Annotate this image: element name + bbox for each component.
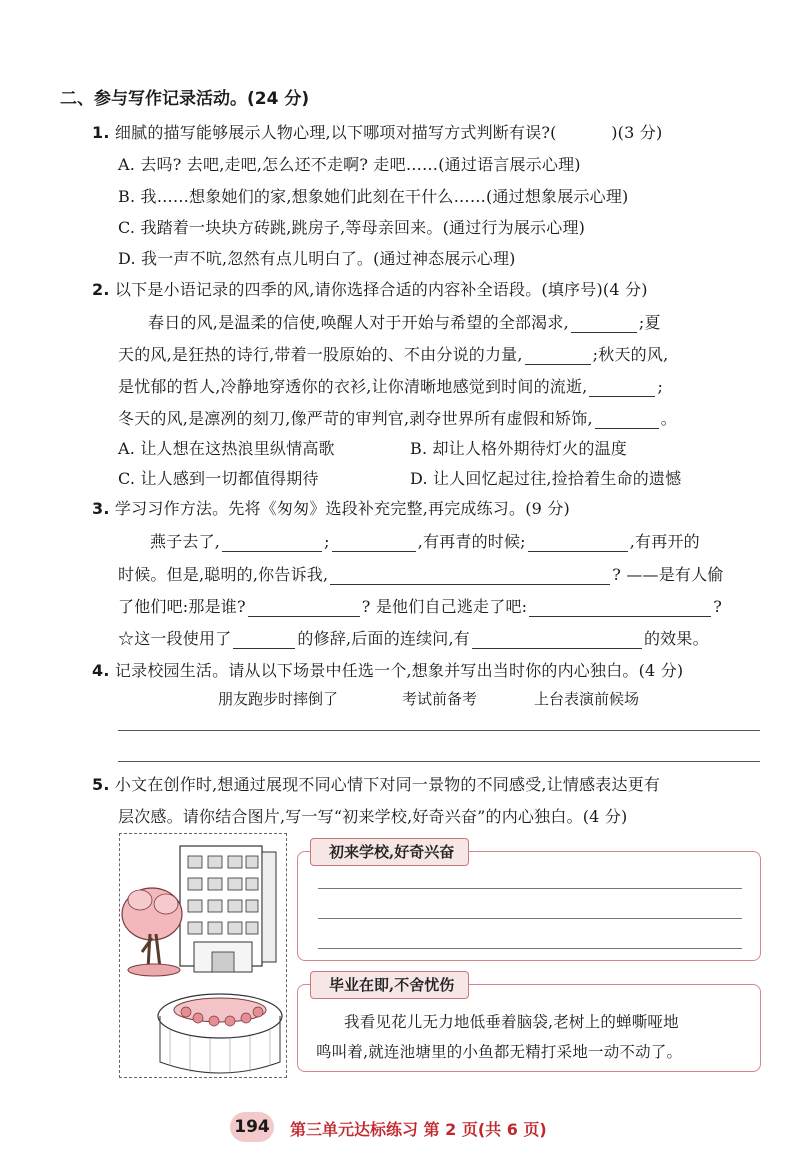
q1-option-d: D. 我一声不吭,忽然有点儿明白了。(通过神态展示心理): [118, 249, 516, 268]
q2-paragraph-line-1: [148, 310, 661, 333]
q1-stem: 细腻的描写能够展示人物心理,以下哪项对描写方式判断有误?(: [114, 123, 557, 142]
q2-option-c: C. 让人感到一切都值得期待: [118, 469, 319, 488]
school-building-icon: [120, 834, 286, 1077]
q1-option-c: C. 我踏着一块块方砖跳,跳房子,等母亲回来。(通过行为展示心理): [118, 218, 586, 237]
banner-curious: 初来学校,好奇兴奋: [310, 838, 469, 866]
q3-blank-4[interactable]: [330, 568, 610, 585]
q3-text: ;: [324, 532, 330, 551]
sample-text-line-1: 我看见花儿无力地低垂着脑袋,老树上的蝉嘶哑地: [344, 1013, 679, 1031]
q3-blank-7[interactable]: [233, 632, 295, 649]
panel1-answer-line-2[interactable]: [318, 918, 742, 919]
q2-text: ;秋天的风,: [592, 345, 669, 364]
q3-text: 燕子去了,: [150, 532, 221, 551]
q3-stem-line: [92, 496, 570, 519]
q5-stem-1: 小文在创作时,想通过展现不同心情下对同一景物的不同感受,让情感表达更有: [114, 775, 661, 794]
q2-paragraph-line-3: [118, 374, 663, 397]
q3-text: ☆这一段使用了: [118, 629, 232, 648]
q4-number: 4.: [92, 661, 110, 680]
q2-paragraph-line-4: [118, 406, 677, 429]
q4-answer-line-1[interactable]: [118, 730, 760, 731]
q5-stem-line-2: 层次感。请你结合图片,写一写“初来学校,好奇兴奋”的内心独白。(4 分): [118, 807, 628, 826]
q3-blank-5[interactable]: [248, 600, 360, 617]
panel1-answer-line-3[interactable]: [318, 948, 742, 949]
q2-number: 2.: [92, 280, 110, 299]
q2-paragraph-line-2: [118, 342, 668, 365]
q2-option-a: A. 让人想在这热浪里纵情高歌: [118, 439, 335, 458]
q5-number: 5.: [92, 775, 110, 794]
q3-blank-1[interactable]: [222, 535, 322, 552]
q1-stem-end: )(3 分): [611, 123, 663, 142]
q2-option-b: B. 却让人格外期待灯火的温度: [410, 439, 627, 458]
q3-text: 了他们吧:那是谁?: [118, 597, 246, 616]
q2-text: 冬天的风,是凛冽的刻刀,像严苛的审判官,剥夺世界所有虚假和矫饰,: [118, 409, 593, 428]
q3-text: ? ——是有人偷: [612, 565, 724, 584]
q2-text: 是忧郁的哲人,冷静地穿透你的衣衫,让你清晰地感觉到时间的流逝,: [118, 377, 588, 396]
q3-passage-line-2: [118, 562, 724, 585]
q4-scene-1: 朋友跑步时摔倒了: [218, 690, 339, 708]
q1-option-b: B. 我……想象她们的家,想象她们此刻在干什么……(通过想象展示心理): [118, 187, 629, 206]
q5-stem-line-1: [92, 772, 660, 795]
section-title: 二、参与写作记录活动。(24 分): [60, 89, 310, 109]
q3-text: ,有再开的: [629, 532, 700, 551]
q2-option-d: D. 让人回忆起过往,捡拾着生命的遗憾: [410, 469, 682, 488]
sample-text-line-2: 鸣叫着,就连池塘里的小鱼都无精打采地一动不动了。: [316, 1043, 683, 1061]
q3-text: ,有再青的时候;: [417, 532, 526, 551]
q2-text: ;夏: [638, 313, 661, 332]
q1-answer-blank[interactable]: [564, 127, 604, 143]
q2-text: 天的风,是狂热的诗行,带着一股原始的、不由分说的力量,: [118, 345, 523, 364]
q3-stem: 学习习作方法。先将《匆匆》选段补充完整,再完成练习。(9 分): [114, 499, 570, 518]
q3-passage-line-1: [150, 529, 700, 552]
q2-text: 。: [660, 409, 677, 428]
q3-text: 的效果。: [643, 629, 709, 648]
q3-passage-line-3: [118, 594, 722, 617]
q4-scene-3: 上台表演前候场: [534, 690, 640, 708]
q2-stem: 以下是小语记录的四季的风,请你选择合适的内容补全语段。(填序号)(4 分): [114, 280, 648, 299]
q3-text: ? 是他们自己逃走了吧:: [361, 597, 528, 616]
q2-blank-2[interactable]: [525, 348, 591, 365]
q2-text: ;: [657, 377, 664, 396]
panel1-answer-line-1[interactable]: [318, 888, 742, 889]
q3-passage-line-4: [118, 626, 709, 649]
q4-stem: 记录校园生活。请从以下场景中任选一个,想象并写出当时你的内心独白。(4 分): [114, 661, 684, 680]
q4-stem-line: [92, 658, 683, 681]
curious-panel: [297, 851, 761, 961]
q2-text: 春日的风,是温柔的信使,唤醒人对于开始与希望的全部渴求,: [148, 313, 569, 332]
banner-sad: 毕业在即,不舍忧伤: [310, 971, 469, 999]
q2-blank-1[interactable]: [571, 316, 637, 333]
q4-answer-line-2[interactable]: [118, 761, 760, 762]
q3-text: ?: [713, 597, 723, 616]
q2-stem-line: [92, 277, 648, 300]
page-number: 194: [230, 1112, 274, 1142]
q3-blank-3[interactable]: [528, 535, 628, 552]
q3-text: 的修辞,后面的连续问,有: [297, 629, 470, 648]
school-illustration: [119, 833, 287, 1078]
q4-scene-2: 考试前备考: [402, 690, 478, 708]
q1-option-a: A. 去吗? 去吧,走吧,怎么还不走啊? 走吧……(通过语言展示心理): [118, 155, 581, 174]
q3-blank-2[interactable]: [332, 535, 416, 552]
q3-blank-6[interactable]: [529, 600, 711, 617]
q3-blank-8[interactable]: [472, 632, 642, 649]
q2-blank-3[interactable]: [589, 380, 655, 397]
footer-title: 第三单元达标练习 第 2 页(共 6 页): [290, 1120, 547, 1139]
q3-text: 时候。但是,聪明的,你告诉我,: [118, 565, 329, 584]
q3-number: 3.: [92, 499, 110, 518]
q1-number: 1.: [92, 123, 110, 142]
q1-stem-line: [92, 120, 662, 143]
q2-blank-4[interactable]: [595, 412, 659, 429]
